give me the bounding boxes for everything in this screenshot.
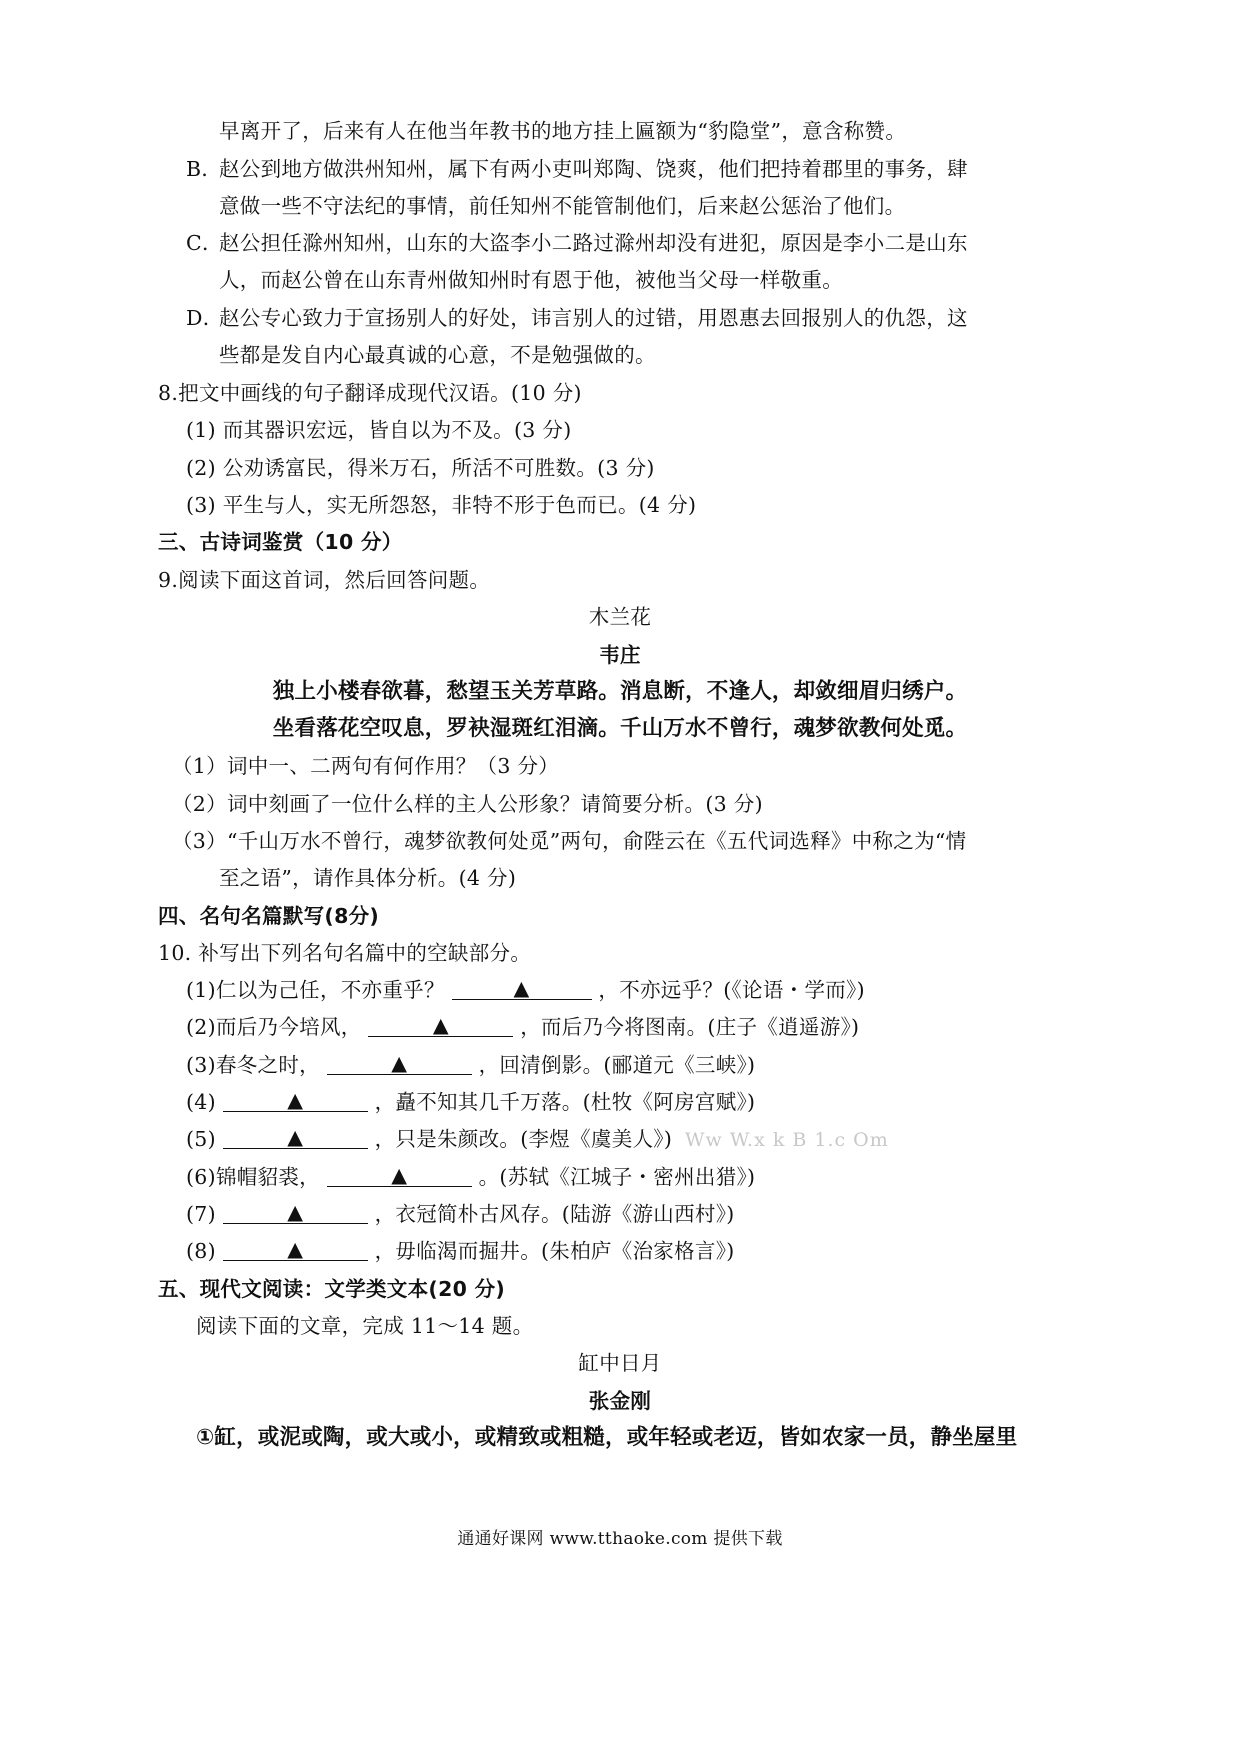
q10-item-3: [186, 1051, 755, 1079]
q9-question-3: （3）“千山万水不曾行，魂梦欲教何处觅”两句，俞陛云在《五代词选释》中称之为“情: [172, 829, 967, 853]
q10-item-text-after: ，衣冠简朴古风存。(陆游《游山西村》): [374, 1202, 735, 1226]
q10-item-text-after: ，毋临渴而掘井。(朱柏庐《治家格言》): [374, 1239, 735, 1263]
q10-item-4: [186, 1088, 755, 1116]
q10-item-text-before: (6)锦帽貂裘，: [186, 1165, 320, 1189]
q7-option-b-line1: 赵公到地方做洪州知州，属下有两小吏叫郑陶、饶爽，他们把持着郡里的事务，肆: [219, 157, 968, 181]
q10-item-text-after: ，回清倒影。(郦道元《三峡》): [478, 1053, 756, 1077]
answer-blank[interactable]: ▲: [223, 1238, 368, 1261]
q10-item-6: [186, 1163, 755, 1191]
answer-blank[interactable]: ▲: [327, 1052, 472, 1075]
reading-instruction: 阅读下面的文章，完成 11～14 题。: [196, 1314, 534, 1338]
poem-line-2: 坐看落花空叹息，罗袂湿斑红泪滴。千山万水不曾行，魂梦欲教何处觅。: [272, 716, 968, 741]
q7-option-b-label: B．: [186, 157, 223, 181]
q10-stem: 10. 补写出下列名句名篇中的空缺部分。: [158, 941, 532, 965]
q10-item-text-after: ，而后乃今将图南。(庄子《逍遥游》): [520, 1015, 860, 1039]
q10-item-text-after: ，矗不知其几千万落。(杜牧《阿房宫赋》): [374, 1090, 756, 1114]
q8-item-1: (1) 而其器识宏远，皆自以为不及。(3 分): [186, 418, 572, 442]
q7-option-d-label: D．: [186, 306, 224, 330]
q7-option-b-line2: 意做一些不守法纪的事情，前任知州不能管制他们，后来赵公惩治了他们。: [219, 194, 906, 218]
q10-item-2: [186, 1013, 859, 1041]
q10-item-7: [186, 1200, 735, 1228]
answer-blank[interactable]: ▲: [223, 1201, 368, 1224]
section-3-heading: 三、古诗词鉴赏（10 分）: [158, 530, 403, 554]
q10-item-text-after: ，只是朱颜改。(李煜《虞美人》): [374, 1127, 673, 1151]
q10-item-1: [186, 976, 865, 1004]
q7-option-c-label: C．: [186, 231, 223, 255]
answer-blank[interactable]: ▲: [452, 977, 592, 1000]
q10-item-text-before: (8): [186, 1239, 216, 1263]
q9-question-3-continuation: 至之语”，请作具体分析。(4 分): [219, 866, 517, 890]
answer-blank[interactable]: ▲: [368, 1014, 513, 1037]
q10-item-text-before: (5): [186, 1127, 216, 1151]
q9-question-1: （1）词中一、二两句有何作用？（3 分）: [172, 754, 560, 778]
article-title: 缸中日月: [578, 1351, 662, 1375]
q10-item-5: [186, 1125, 889, 1154]
q7-option-c-line2: 人，而赵公曾在山东青州做知州时有恩于他，被他当父母一样敬重。: [219, 268, 843, 292]
q8-item-2: (2) 公劝诱富民，得米万石，所活不可胜数。(3 分): [186, 456, 655, 480]
answer-blank[interactable]: ▲: [223, 1126, 368, 1149]
q10-item-text-after: 。(苏轼《江城子・密州出猎》): [478, 1165, 756, 1189]
q7-option-c-line1: 赵公担任滁州知州，山东的大盗李小二路过滁州却没有进犯，原因是李小二是山东: [219, 231, 968, 255]
q9-stem: 9.阅读下面这首词，然后回答问题。: [158, 568, 491, 592]
q10-item-8: [186, 1237, 735, 1265]
poem-line-1: 独上小楼春欲暮，愁望玉关芳草路。消息断，不逢人，却敛细眉归绣户。: [272, 679, 968, 704]
watermark-text: Ww W.x k B 1.c Om: [684, 1129, 889, 1151]
article-paragraph-1: ①缸，或泥或陶，或大或小，或精致或粗糙，或年轻或老迈，皆如农家一员，静坐屋里: [196, 1425, 1018, 1450]
q10-item-text-after: ，不亦远乎？(《论语・学而》): [598, 978, 865, 1002]
q9-question-2: （2）词中刻画了一位什么样的主人公形象？请简要分析。(3 分): [172, 792, 763, 816]
q8-stem: 8.把文中画线的句子翻译成现代汉语。(10 分): [158, 381, 582, 405]
q7-option-d-line1: 赵公专心致力于宣扬别人的好处，讳言别人的过错，用恩惠去回报别人的仇怨，这: [219, 306, 968, 330]
poem-author: 韦庄: [599, 643, 641, 667]
q10-item-text-before: (4): [186, 1090, 216, 1114]
q10-item-text-before: (3)春冬之时，: [186, 1053, 320, 1077]
q10-item-text-before: (7): [186, 1202, 216, 1226]
section-5-heading: 五、现代文阅读：文学类文本(20 分): [158, 1277, 506, 1301]
q8-item-3: (3) 平生与人，实无所怨怒，非特不形于色而已。(4 分): [186, 493, 697, 517]
q10-item-text-before: (1)仁以为己任，不亦重乎？: [186, 978, 445, 1002]
q10-item-text-before: (2)而后乃今培风，: [186, 1015, 362, 1039]
section-4-heading: 四、名句名篇默写(8分): [158, 904, 380, 928]
answer-blank[interactable]: ▲: [223, 1089, 368, 1112]
poem-title: 木兰花: [588, 605, 652, 629]
answer-blank[interactable]: ▲: [327, 1164, 472, 1187]
page-footer: 通通好课网 www.tthaoke.com 提供下载: [457, 1529, 783, 1549]
q7-a-continuation: 早离开了，后来有人在他当年教书的地方挂上匾额为“豹隐堂”，意含称赞。: [219, 119, 907, 143]
article-author: 张金刚: [588, 1389, 652, 1413]
q7-option-d-line2: 些都是发自内心最真诚的心意，不是勉强做的。: [219, 343, 656, 367]
